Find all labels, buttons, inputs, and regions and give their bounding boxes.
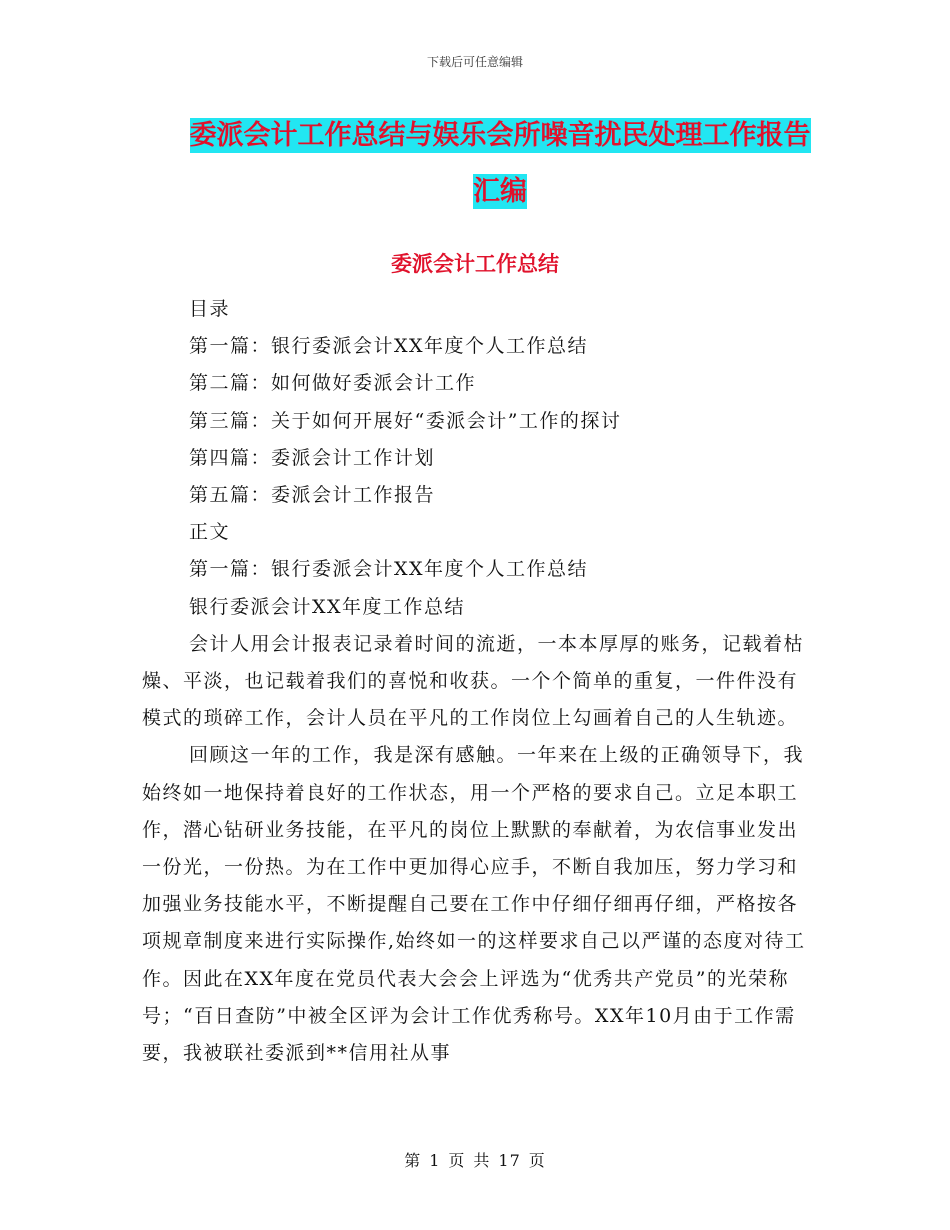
chapter-title: 第一篇：银行委派会计XX年度个人工作总结 xyxy=(189,558,589,581)
toc-item: 第三篇：关于如何开展好“委派会计”工作的探讨 xyxy=(189,409,622,432)
document-title-line-1: 委派会计工作总结与娱乐会所噪音扰民处理工作报告 xyxy=(189,120,811,151)
doc-title: 银行委派会计XX年度工作总结 xyxy=(189,595,466,618)
toc-item: 第二篇：如何做好委派会计工作 xyxy=(189,372,477,395)
toc-heading: 目录 xyxy=(189,298,231,320)
header-note: 下载后可任意编辑 xyxy=(426,55,523,69)
section-title: 委派会计工作总结 xyxy=(391,252,559,276)
toc-item: 第四篇：委派会计工作计划 xyxy=(189,446,436,469)
paragraph: 会计人用会计报表记录着时间的流逝，一本本厚厚的账务，记载着枯燥、平淡，也记载着我们的喜悦和收获。一个个简单的重复，一件件没有模式的琐碎工作，会计人员在平凡的工作岗位上勾画着自己的人生轨迹。 xyxy=(142,632,805,730)
body-heading: 正文 xyxy=(189,521,231,544)
current-page-number: 1 xyxy=(429,1151,441,1170)
document-title xyxy=(140,108,860,220)
paragraph: 回顾这一年的工作，我是深有感触。一年来在上级的正确领导下，我始终如一地保持着良好的工作状态，用一个严格的要求自己。立足本职工作，潜心钻研业务技能，在平凡的岗位上默默的奉献着，为农信事业发出一份光，一份热。为在工作中更加得心应手，不断自我加压，努力学习和加强业务技能水平，不断提醒自己要在工作中仔细仔细再仔细，严格按各项规章制度来进行实际操作,始终如一的这样要求自己以严谨的态度对待工作。因此在XX年度在党员代表大会会上评选为“优秀共产党员”的光荣称号；“百日查防”中被全区评为会计工作优秀称号。XX年10月由于工作需要，我被联社委派到**信用社从事 xyxy=(142,744,806,1065)
toc-item: 第一篇：银行委派会计XX年度个人工作总结 xyxy=(189,335,589,358)
total-page-count: 17 xyxy=(498,1151,521,1170)
footer-prefix: 第 xyxy=(404,1151,422,1170)
toc-item: 第五篇：委派会计工作报告 xyxy=(189,484,436,507)
page-footer xyxy=(0,1148,950,1171)
footer-page-label: 页 xyxy=(448,1151,466,1170)
document-body xyxy=(142,291,807,1072)
document-title-line-2: 汇编 xyxy=(473,176,527,207)
footer-total-label: 共 xyxy=(473,1151,491,1170)
footer-suffix: 页 xyxy=(528,1151,546,1170)
